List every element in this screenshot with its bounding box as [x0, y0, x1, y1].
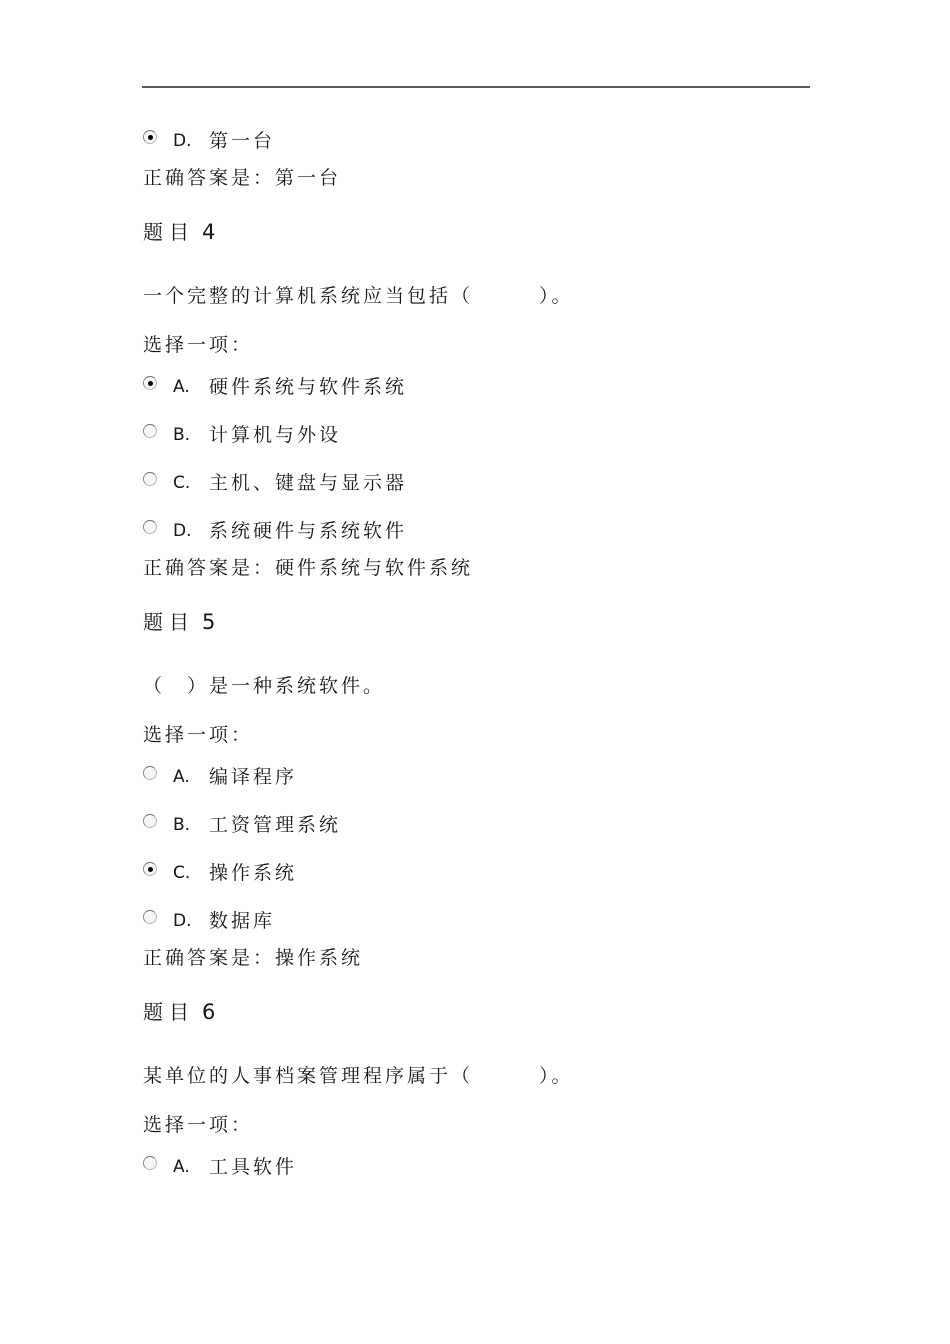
question-4: [143, 219, 890, 581]
question-stem: 某单位的人事档案管理程序属于（ ）。: [143, 1065, 574, 1087]
question-title: [143, 219, 890, 245]
correct-answer-text: 正确答案是：操作系统: [143, 947, 364, 969]
radio-button[interactable]: [143, 376, 157, 390]
option-letter: A.: [173, 767, 190, 787]
option-text: 编译程序: [209, 766, 298, 788]
option-text: 主机、键盘与显示器: [209, 472, 408, 494]
option-letter: D.: [173, 131, 192, 151]
choose-one-label: 选择一项：: [143, 1114, 254, 1136]
option-letter: C.: [173, 473, 191, 493]
radio-button[interactable]: [143, 1156, 157, 1170]
option-text: 硬件系统与软件系统: [209, 376, 408, 398]
correct-answer-text: 正确答案是：硬件系统与软件系统: [143, 557, 474, 579]
option-row: [143, 423, 890, 447]
question-6: [143, 999, 890, 1179]
question-title-label: 题目: [143, 1000, 195, 1024]
question-stem: （ ）是一种系统软件。: [143, 675, 386, 697]
top-divider-line: [142, 86, 810, 88]
radio-button[interactable]: [143, 472, 157, 486]
choose-one-label: 选择一项：: [143, 334, 254, 356]
option-text: 工资管理系统: [209, 814, 342, 836]
question-number: 6: [202, 1000, 216, 1024]
radio-button[interactable]: [143, 130, 157, 144]
correct-answer-text: 正确答案是：第一台: [143, 167, 342, 189]
option-text: 系统硬件与系统软件: [209, 520, 408, 542]
question-stem: 一个完整的计算机系统应当包括（ ）。: [143, 285, 574, 307]
option-letter: D.: [173, 911, 192, 931]
option-text: 数据库: [209, 910, 276, 932]
option-row: [143, 471, 890, 495]
option-letter: D.: [173, 521, 192, 541]
question-title: [143, 609, 890, 635]
radio-button[interactable]: [143, 814, 157, 828]
question-number: 4: [202, 220, 216, 244]
question-title: [143, 999, 890, 1025]
option-row: [143, 129, 890, 153]
option-row: [143, 813, 890, 837]
question-number: 5: [202, 610, 216, 634]
question-title-label: 题目: [143, 220, 195, 244]
option-letter: A.: [173, 1157, 190, 1177]
radio-button[interactable]: [143, 520, 157, 534]
option-text: 第一台: [209, 130, 276, 152]
radio-button[interactable]: [143, 424, 157, 438]
option-text: 工具软件: [209, 1156, 298, 1178]
option-letter: B.: [173, 425, 191, 445]
radio-button[interactable]: [143, 910, 157, 924]
choose-one-label: 选择一项：: [143, 724, 254, 746]
option-letter: A.: [173, 377, 190, 397]
radio-button[interactable]: [143, 862, 157, 876]
option-row: [143, 1155, 890, 1179]
option-letter: B.: [173, 815, 191, 835]
option-row: [143, 765, 890, 789]
option-row: [143, 861, 890, 885]
option-row: [143, 375, 890, 399]
question-title-label: 题目: [143, 610, 195, 634]
option-row: [143, 909, 890, 933]
option-text: 操作系统: [209, 862, 298, 884]
option-row: [143, 519, 890, 543]
option-text: 计算机与外设: [209, 424, 342, 446]
radio-button[interactable]: [143, 766, 157, 780]
question-3-tail: [143, 129, 890, 191]
question-5: [143, 609, 890, 971]
option-letter: C.: [173, 863, 191, 883]
